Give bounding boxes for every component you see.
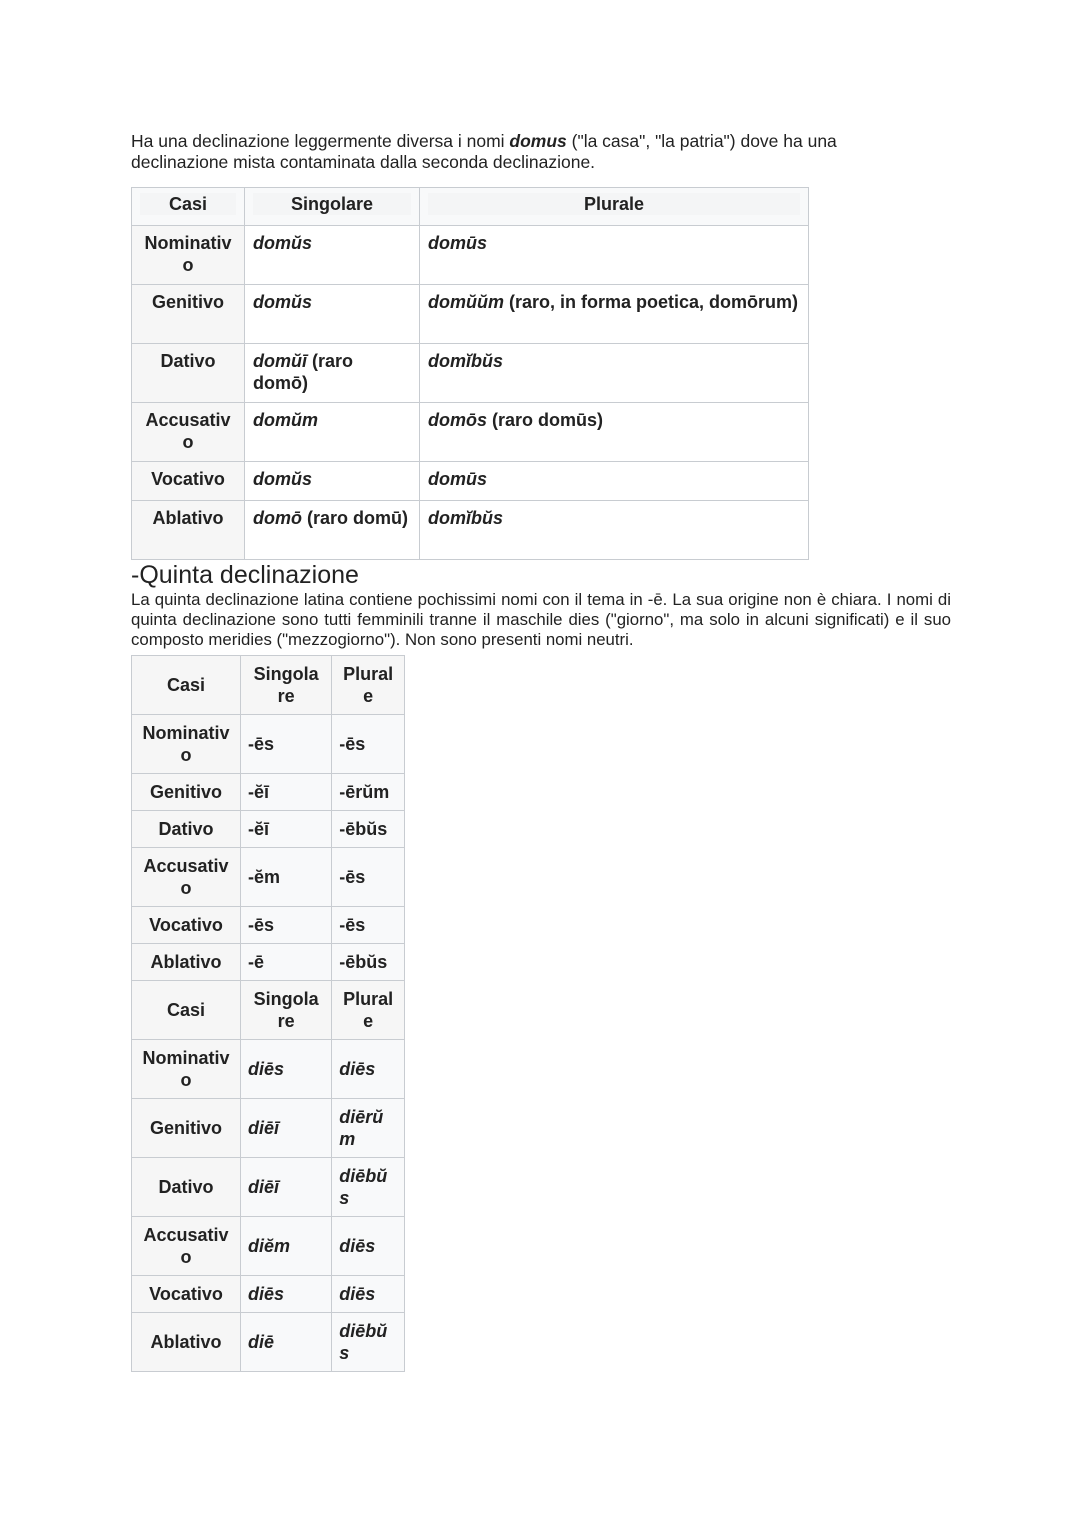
case-cell: Nominativ o	[132, 226, 245, 285]
singular-cell: diĕm	[241, 1217, 332, 1276]
table-row	[132, 1040, 405, 1099]
table-row	[132, 501, 809, 560]
case-cell: Genitivo	[132, 774, 241, 811]
dies-table	[131, 980, 405, 1372]
intro-text-before: Ha una declinazione leggermente diversa i nomi	[131, 131, 510, 151]
table-row	[132, 462, 809, 501]
case-cell: Nominativ o	[132, 715, 241, 774]
case-cell: Accusativ o	[132, 1217, 241, 1276]
singular-cell: domŭs	[245, 462, 420, 501]
domus-word: domus	[509, 131, 567, 151]
table-row	[132, 907, 405, 944]
case-cell: Ablativo	[132, 1313, 241, 1372]
case-cell: Ablativo	[132, 944, 241, 981]
header-cell: Casi	[132, 656, 241, 715]
domus-declension-table	[131, 187, 809, 560]
table-row	[132, 1313, 405, 1372]
singular-cell: -ĕm	[241, 848, 332, 907]
plural-cell: -ēs	[332, 848, 405, 907]
singular-cell: diēs	[241, 1276, 332, 1313]
case-cell: Vocativo	[132, 907, 241, 944]
singular-cell: -ĕī	[241, 774, 332, 811]
table-row	[132, 774, 405, 811]
singular-cell: domŭī (raro domō)	[245, 344, 420, 403]
case-cell: Genitivo	[132, 285, 245, 344]
table-row	[132, 1276, 405, 1313]
table-row	[132, 811, 405, 848]
intro-text-after: ("la casa", "la patria") dove ha una declinazione mista contaminata dalla seconda declinazione.	[131, 131, 837, 172]
plural-cell: -ēs	[332, 715, 405, 774]
singular-cell: diēī	[241, 1099, 332, 1158]
table-row	[132, 715, 405, 774]
header-cell: Casi	[132, 188, 245, 226]
table-row	[132, 285, 809, 344]
singular-cell: domŭm	[245, 403, 420, 462]
plural-cell: diēs	[332, 1217, 405, 1276]
singular-cell: -ēs	[241, 715, 332, 774]
singular-cell: -ĕī	[241, 811, 332, 848]
singular-cell: diēs	[241, 1040, 332, 1099]
plural-cell: -ērŭm	[332, 774, 405, 811]
endings-table	[131, 655, 405, 981]
plural-cell: domūs	[420, 226, 809, 285]
table-row	[132, 1217, 405, 1276]
case-cell: Genitivo	[132, 1099, 241, 1158]
plural-cell: diēbŭ s	[332, 1313, 405, 1372]
intro-paragraph	[131, 131, 931, 173]
plural-cell: -ēbŭs	[332, 944, 405, 981]
case-cell: Accusativ o	[132, 848, 241, 907]
singular-cell: diē	[241, 1313, 332, 1372]
plural-cell: diērŭ m	[332, 1099, 405, 1158]
table-row	[132, 848, 405, 907]
singular-cell: domō (raro domū)	[245, 501, 420, 560]
singular-cell: -ē	[241, 944, 332, 981]
header-cell: Singola re	[241, 656, 332, 715]
header-cell: Singolare	[245, 188, 420, 226]
case-cell: Dativo	[132, 1158, 241, 1217]
table-row	[132, 981, 405, 1040]
plural-cell: domŭŭm (raro, in forma poetica, domōrum)	[420, 285, 809, 344]
case-cell: Ablativo	[132, 501, 245, 560]
header-cell: Plural e	[332, 981, 405, 1040]
plural-cell: domūs	[420, 462, 809, 501]
quinta-paragraph: La quinta declinazione latina contiene pochissimi nomi con il tema in -ē. La sua origine non è chiara. I nomi di quinta declinazione sono tutti femminili tranne il maschile dies ("giorno", ma solo in alcuni significati) e il suo composto meridies ("mezzogiorno"). Non sono presenti nomi neutri.	[131, 590, 951, 649]
table-row	[132, 226, 809, 285]
case-cell: Vocativo	[132, 462, 245, 501]
plural-cell: diēs	[332, 1040, 405, 1099]
plural-cell: domĭbŭs	[420, 501, 809, 560]
singular-cell: domŭs	[245, 226, 420, 285]
case-cell: Dativo	[132, 811, 241, 848]
plural-cell: -ēs	[332, 907, 405, 944]
table-row	[132, 944, 405, 981]
table-row	[132, 344, 809, 403]
plural-cell: domōs (raro domūs)	[420, 403, 809, 462]
plural-cell: diēs	[332, 1276, 405, 1313]
header-cell: Casi	[132, 981, 241, 1040]
header-cell: Singola re	[241, 981, 332, 1040]
plural-cell: diēbŭ s	[332, 1158, 405, 1217]
table-row	[132, 1099, 405, 1158]
singular-cell: diēī	[241, 1158, 332, 1217]
case-cell: Dativo	[132, 344, 245, 403]
case-cell: Nominativ o	[132, 1040, 241, 1099]
table-row	[132, 656, 405, 715]
table-row	[132, 403, 809, 462]
table-row	[132, 1158, 405, 1217]
section-heading: -Quinta declinazione	[131, 561, 359, 589]
singular-cell: domŭs	[245, 285, 420, 344]
case-cell: Accusativ o	[132, 403, 245, 462]
header-cell: Plural e	[332, 656, 405, 715]
singular-cell: -ēs	[241, 907, 332, 944]
case-cell: Vocativo	[132, 1276, 241, 1313]
plural-cell: domĭbŭs	[420, 344, 809, 403]
header-cell: Plurale	[420, 188, 809, 226]
plural-cell: -ēbŭs	[332, 811, 405, 848]
